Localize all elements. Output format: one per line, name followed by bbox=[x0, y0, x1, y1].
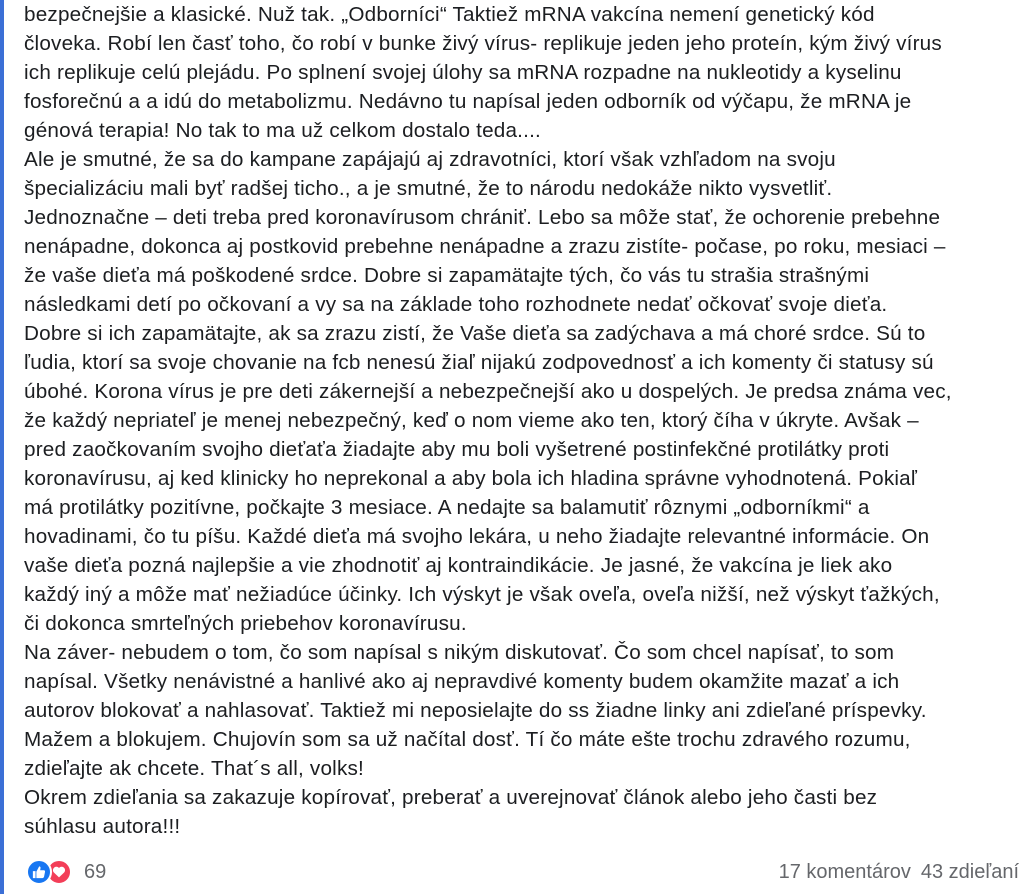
post-text-line: hovadinami, čo tu píšu. Každé dieťa má svojho lekára, u neho žiadajte relevantné informácie. On bbox=[24, 525, 930, 548]
post-text-line: Ale je smutné, že sa do kampane zapájajú aj zdravotníci, ktorí však vzhľadom na svoju bbox=[24, 148, 836, 171]
post-text-line: pred zaočkovaním svojho dieťaťa žiadajte aby mu boli vyšetrené postinfekčné protilátky proti bbox=[24, 438, 890, 461]
reaction-count[interactable]: 69 bbox=[84, 860, 107, 883]
post-text-line: či dokonca smrteľných priebehov koronavírusu. bbox=[24, 612, 467, 635]
shares-count-link[interactable]: 43 zdieľaní bbox=[920, 860, 1019, 883]
post-text-line: Dobre si ich zapamätajte, ak sa zrazu zistí, že Vaše dieťa sa zadýchava a má choré srdce. Sú to bbox=[24, 322, 926, 345]
comments-count-link[interactable]: 17 komentárov bbox=[778, 860, 911, 883]
like-icon bbox=[26, 859, 52, 885]
post-text-line: ľudia, ktorí sa svoje chovanie na fcb nenesú žiaľ nijakú zodpovednosť a ich komenty či statusy sú bbox=[24, 351, 934, 374]
post-text-line: následkami detí po očkovaní a vy sa na základe toho rozhodnete nedať očkovať svoje dieťa. bbox=[24, 293, 888, 316]
post-text-line: Jednoznačne – deti treba pred koronavírusom chrániť. Lebo sa môže stať, že ochorenie prebehne bbox=[24, 206, 941, 229]
post-body bbox=[24, 0, 1014, 850]
post-text bbox=[24, 0, 1014, 841]
post-text-line: napísal. Všetky nenávistné a hanlivé ako aj nepravdivé komenty budem okamžite mazať a ich bbox=[24, 670, 900, 693]
post-text-line: zdieľajte ak chcete. That´s all, volks! bbox=[24, 757, 365, 780]
post-text-line: vaše dieťa pozná najlepšie a vie zhodnotiť aj kontraindikácie. Je jasné, že vakcína je liek ako bbox=[24, 554, 893, 577]
post-text-line: človeka. Robí len časť toho, čo robí v bunke živý vírus- replikuje jeden jeho proteín, kým živý vírus bbox=[24, 32, 942, 55]
post-text-line: má protilátky pozitívne, počkajte 3 mesiace. A nedajte sa balamutiť rôznymi „odborníkmi“ a bbox=[24, 496, 870, 519]
post-text-line: súhlasu autora!!! bbox=[24, 815, 181, 838]
post-text-line: génová terapia! No tak to ma už celkom dostalo teda.... bbox=[24, 119, 541, 142]
post-text-line: Okrem zdieľania sa zakazuje kopírovať, preberať a uverejnovať článok alebo jeho časti bez bbox=[24, 786, 878, 809]
post-text-line: Mažem a blokujem. Chujovín som sa už načítal dosť. Tí čo máte ešte trochu zdravého rozumu, bbox=[24, 728, 911, 751]
post-text-line: ich replikuje celú plejádu. Po splnení svojej úlohy sa mRNA rozpadne na nukleotidy a kyselinu bbox=[24, 61, 902, 84]
post-stats bbox=[779, 861, 1019, 884]
post-text-line: každý iný a môže mať nežiadúce účinky. Ich výskyt je však oveľa, oveľa nižší, než výskyt ťažkých, bbox=[24, 583, 940, 606]
post-text-line: úbohé. Korona vírus je pre deti zákernejší a nebezpečnejší ako u dospelých. Je predsa známa vec, bbox=[24, 380, 952, 403]
post-text-line: že každý nepriateľ je menej nebezpečný, keď o nom vieme ako ten, ktorý číha v úkryte. Avšak – bbox=[24, 409, 919, 432]
post-left-accent-bar bbox=[0, 0, 4, 894]
post-footer bbox=[26, 856, 1019, 888]
post-text-line: že vaše dieťa má poškodené srdce. Dobre si zapamätajte tých, čo vás tu strašia strašnými bbox=[24, 264, 870, 287]
post-text-line: fosforečnú a a idú do metabolizmu. Nedávno tu napísal jeden odborník od výčapu, že mRNA je bbox=[24, 90, 912, 113]
post-text-line: autorov blokovať a nahlasovať. Taktiež mi neposielajte do ss žiadne linky ani zdieľané príspevky. bbox=[24, 699, 927, 722]
post-text-line: špecializáciu mali byť radšej ticho., a je smutné, že to národu nedokáže nikto vysvetliť. bbox=[24, 177, 833, 200]
post-text-line: koronavírusu, aj ked klinicky ho neprekonal a aby bola ich hladina správne vyhodnotená. Pokiaľ bbox=[24, 467, 918, 490]
post-text-line: nenápadne, dokonca aj postkovid prebehne nenápadne a zrazu zistíte- počase, po roku, mesiaci – bbox=[24, 235, 946, 258]
post-text-line: Na záver- nebudem o tom, čo som napísal s nikým diskutovať. Čo som chcel napísať, to som bbox=[24, 641, 895, 664]
post-text-line: bezpečnejšie a klasické. Nuž tak. „Odborníci“ Taktiež mRNA vakcína nemení genetický kód bbox=[24, 3, 875, 26]
reactions-summary[interactable] bbox=[26, 859, 106, 885]
